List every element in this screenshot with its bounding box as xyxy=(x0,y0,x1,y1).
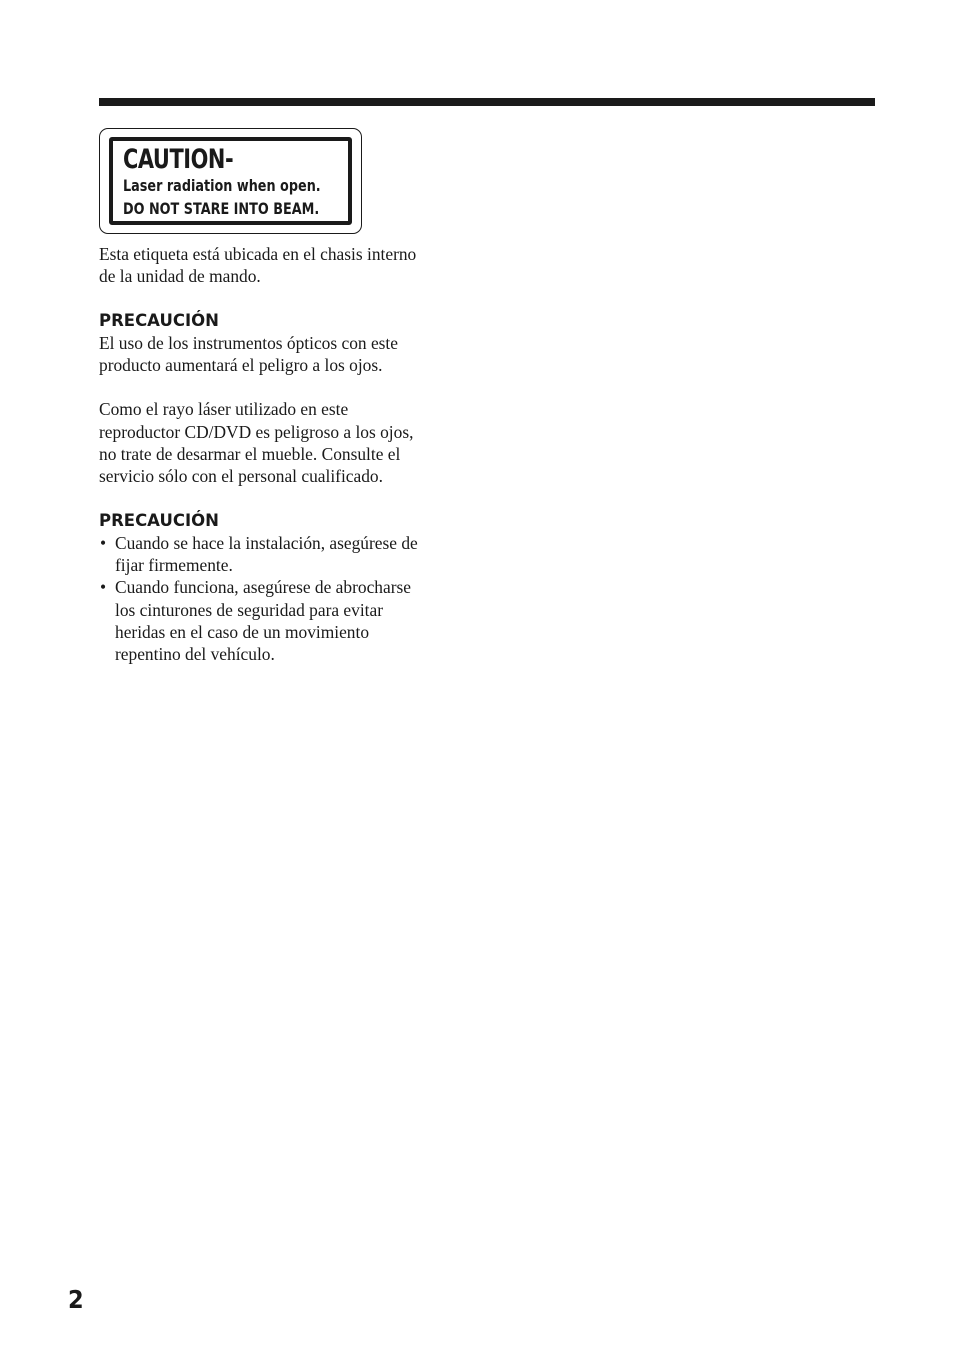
caution-title: CAUTION- xyxy=(123,144,234,175)
page-number: 2 xyxy=(68,1285,84,1314)
paragraph-line: producto aumentará el peligro a los ojos. xyxy=(99,354,383,375)
list-item-line: heridas en el caso de un movimiento xyxy=(115,621,370,642)
intro-line: de la unidad de mando. xyxy=(99,266,261,287)
intro-paragraph xyxy=(99,243,479,288)
list-item-line: fijar firmemente. xyxy=(115,554,233,575)
paragraph-line: servicio sólo con el personal cualificado. xyxy=(99,466,383,487)
caution-label xyxy=(99,128,362,234)
intro-line: Esta etiqueta está ubicada en el chasis interno xyxy=(99,244,417,264)
list-item xyxy=(99,532,479,577)
section-heading: PRECAUCIÓN xyxy=(99,310,219,330)
section-heading: PRECAUCIÓN xyxy=(99,510,219,530)
content-column xyxy=(99,243,479,665)
list-item-line: Cuando funciona, asegúrese de abrocharse xyxy=(115,577,411,598)
paragraph-line: no trate de desarmar el mueble. Consulte el xyxy=(99,444,401,465)
bullet-icon: • xyxy=(100,532,107,553)
section1-paragraph-1 xyxy=(99,332,479,377)
list-item-line: los cinturones de seguridad para evitar xyxy=(115,599,384,620)
caution-line-1: Laser radiation when open. xyxy=(123,176,321,195)
paragraph-line: El uso de los instrumentos ópticos con este xyxy=(99,332,398,353)
list-item xyxy=(99,576,479,665)
precaution-list xyxy=(99,532,479,666)
section1-paragraph-2 xyxy=(99,398,479,487)
caution-line-2: DO NOT STARE INTO BEAM. xyxy=(123,199,320,218)
paragraph-line: reproductor CD/DVD es peligroso a los ojos, xyxy=(99,421,414,442)
list-item-line: Cuando se hace la instalación, asegúrese de xyxy=(115,532,418,553)
paragraph-line: Como el rayo láser utilizado en este xyxy=(99,399,349,420)
top-rule xyxy=(99,98,875,106)
list-item-line: repentino del vehículo. xyxy=(115,644,275,665)
caution-label-inner xyxy=(109,137,352,225)
bullet-icon: • xyxy=(100,577,107,598)
